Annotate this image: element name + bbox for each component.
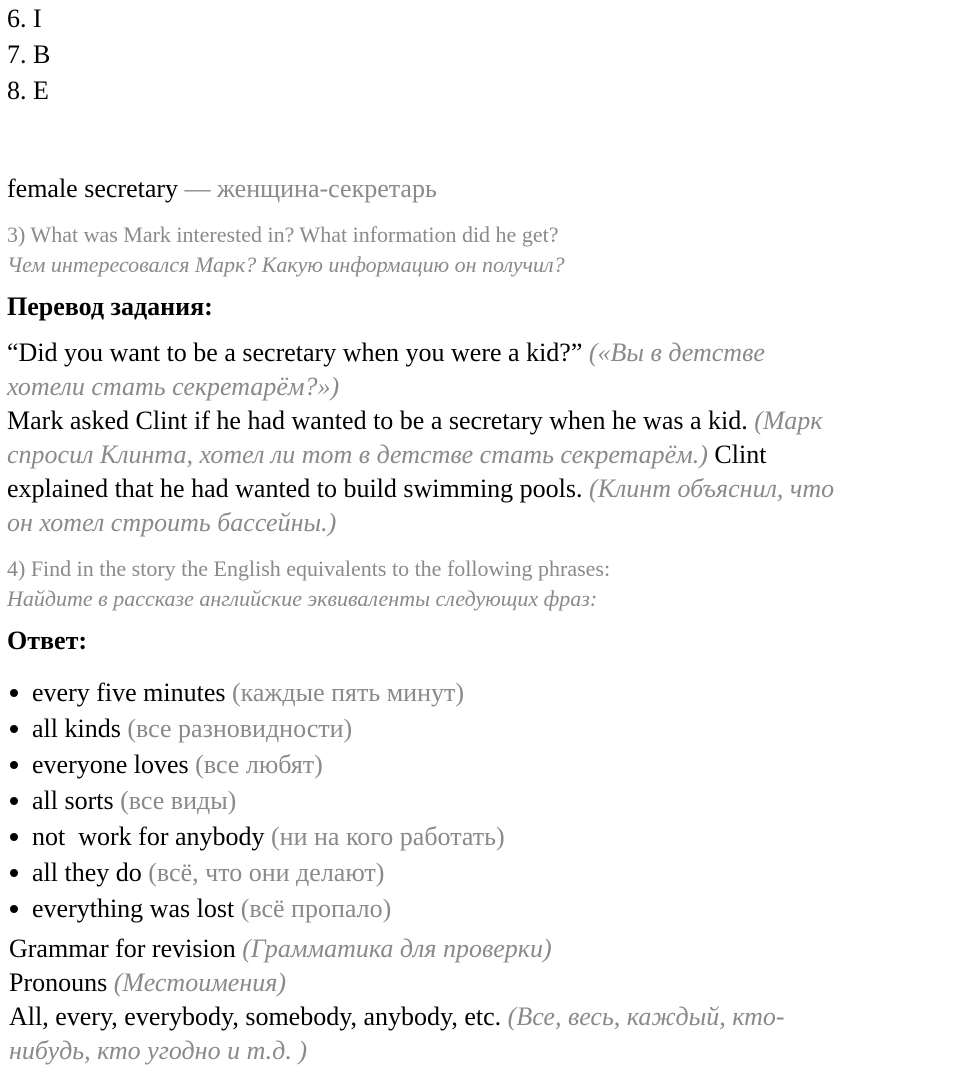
question-3-ru: Чем интересовался Марк? Какую информацию он получил? [7,252,565,277]
bullet-icon [10,905,18,913]
vocab-line [7,174,437,204]
list-item: every five minutes (каждые пять минут) [7,675,505,711]
translation-heading: Перевод задания: [7,292,213,321]
question-3-en: 3) What was Mark interested in? What information did he get? [7,222,559,247]
list-item-6: 6. I [7,4,42,33]
list-item: all kinds (все разновидности) [7,711,505,747]
list-item: not work for anybody (ни на кого работать) [7,819,505,855]
grammar-subtitle: Pronouns (Местоимения) [9,968,286,997]
clint-explained-en: explained that he had wanted to build swimming pools. [7,474,583,503]
clint-en: Clint [714,440,767,469]
translation-line-2: хотели стать секретарём?») [7,372,340,401]
list-item: all they do (всё, что они делают) [7,855,505,891]
bullet-icon [10,833,18,841]
list-item-7: 7. B [7,40,51,69]
bullet-icon [10,797,18,805]
translation-line-5 [7,474,834,504]
quote-ru: («Вы в детстве [588,338,765,367]
mark-asked-ru-cont: спросил Клинта, хотел ли тот в детстве стать секретарём.) [7,440,708,469]
vocab-ru: — женщина-секретарь [184,174,437,203]
quote-en: “Did you want to be a secretary when you were a kid?” [7,338,583,367]
list-item: everyone loves (все любят) [7,747,505,783]
question-4-en: 4) Find in the story the English equivalents to the following phrases: [7,556,611,581]
clint-explained-ru: (Клинт объяснил, что [589,474,835,503]
translation-line-3 [7,406,822,436]
translation-line-1 [7,338,765,368]
translation-line-4 [7,440,766,470]
grammar-title: Grammar for revision (Грамматика для проверки) [9,934,552,963]
list-item-8: 8. E [7,76,49,105]
mark-asked-en: Mark asked Clint if he had wanted to be a secretary when he was a kid. [7,406,748,435]
grammar-example-cont: нибудь, кто угодно и т.д. ) [9,1036,307,1065]
question-4-ru: Найдите в рассказе английские эквиваленты следующих фраз: [7,586,598,611]
bullet-icon [10,869,18,877]
list-item: everything was lost (всё пропало) [7,891,505,927]
answer-heading: Ответ: [7,626,88,655]
grammar-example: All, every, everybody, somebody, anybody, etc. (Все, весь, каждый, кто- [9,1002,785,1031]
bullet-icon [10,725,18,733]
mark-asked-ru: (Марк [754,406,823,435]
bullet-icon [10,689,18,697]
list-item: all sorts (все виды) [7,783,505,819]
answer-list [7,675,505,927]
translation-line-6: он хотел строить бассейны.) [7,508,337,537]
bullet-icon [10,761,18,769]
vocab-en: female secretary [7,174,179,203]
